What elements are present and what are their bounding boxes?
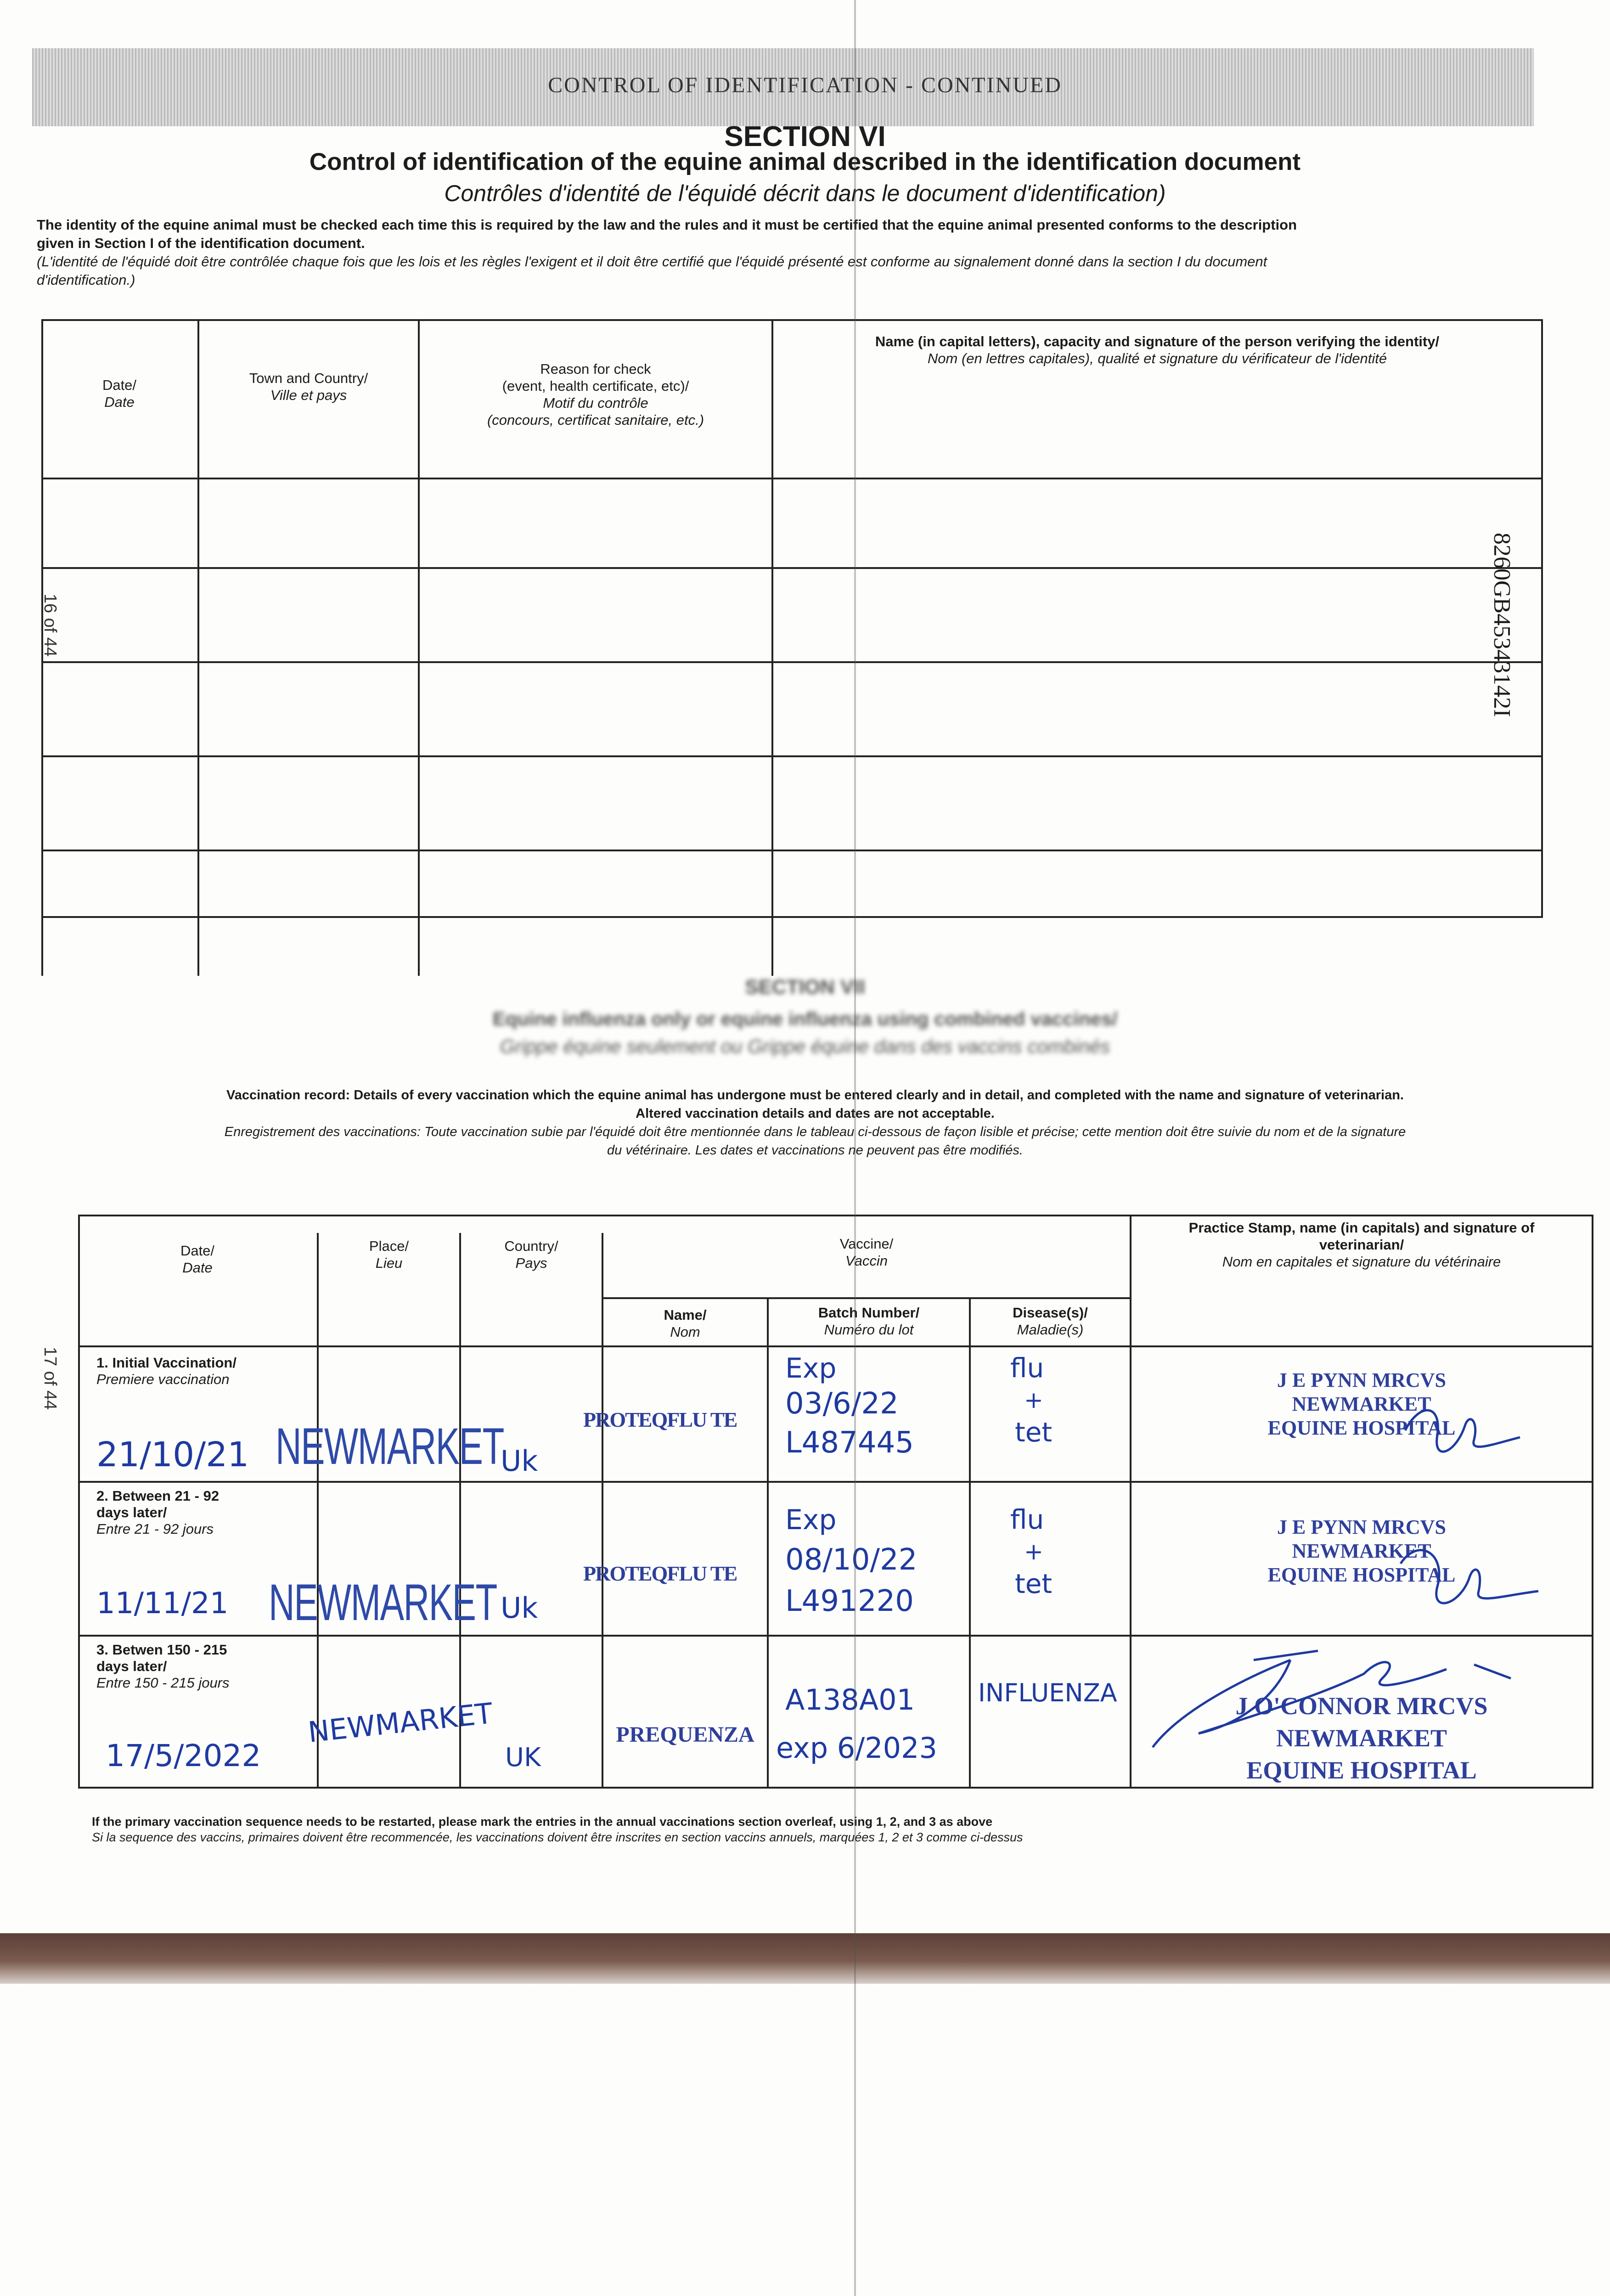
row2-batch-number: L491220 — [785, 1584, 914, 1618]
row1-batch-number: L487445 — [785, 1426, 914, 1460]
row3-batch-number: A138A01 — [785, 1683, 915, 1716]
row2-label: 2. Between 21 - 92 days later/ Entre 21 - 92 jours — [96, 1488, 220, 1537]
col-verifier: Name (in capital letters), capacity and signature of the person verifying the identity/ Nom (en lettres capitales), qualité et signature du vérificateur de l'identité — [875, 333, 1440, 366]
vcol-place: Place/ Lieu — [369, 1238, 409, 1271]
row2-vaccine-name: PROTEQFLU TE — [583, 1562, 737, 1585]
row1-date: 21/10/21 — [96, 1435, 249, 1474]
row1-disease-3: tet — [1015, 1417, 1053, 1448]
document-number: 8260GB45343142I — [1489, 533, 1515, 717]
row1-practice-stamp: J E PYNN MRCVS NEWMARKET EQUINE HOSPITAL — [1267, 1369, 1456, 1439]
row3-vaccine-name: PREQUENZA — [616, 1722, 754, 1747]
row1-disease-2: + — [1024, 1387, 1043, 1413]
banner-title: CONTROL OF IDENTIFICATION - CONTINUED — [548, 73, 1062, 97]
row3-signature — [1125, 1642, 1584, 1761]
vaccination-record-intro — [69, 1086, 1561, 1159]
row3-date: 17/5/2022 — [106, 1738, 261, 1773]
row1-batch-exp-label: Exp — [785, 1352, 837, 1384]
section-vi-title: SECTION VI — [724, 121, 886, 152]
row3-place: NEWMARKET — [306, 1696, 495, 1749]
row2-date: 11/11/21 — [96, 1587, 229, 1621]
row3-country: UK — [505, 1743, 541, 1773]
vcol-practice-stamp: Practice Stamp, name (in capitals) and signature of veterinarian/ Nom en capitales et signature du vétérinaire — [1188, 1220, 1535, 1270]
section-vii-title: SECTION VII — [745, 976, 865, 998]
row2-disease-1: flu — [1010, 1504, 1044, 1535]
restart-note — [92, 1814, 1378, 1845]
section-vi-heading-en: Control of identification of the equine animal described in the identification document — [309, 148, 1301, 175]
col-reason: Reason for check (event, health certificate, etc)/ Motif du contrôle (concours, certificat sanitaire, etc.) — [487, 361, 704, 428]
intro-en-1: The identity of the equine animal must be checked each time this is required by the law and the rules and it must be certified that the equine animal presented conforms to the description — [37, 217, 1297, 233]
row3-label: 3. Betwen 150 - 215 days later/ Entre 150 - 215 jours — [96, 1642, 230, 1691]
row3-disease: INFLUENZA — [978, 1678, 1117, 1707]
vcol-vaccine: Vaccine/ Vaccin — [839, 1236, 894, 1269]
identity-check-table — [41, 319, 1543, 976]
row2-batch-expiry: 08/10/22 — [785, 1543, 918, 1577]
vcol-vaccine-name: Name/ Nom — [664, 1307, 707, 1340]
intro-fr-2: d'identification.) — [37, 272, 135, 288]
intro-en-2: given in Section I of the identification document. — [37, 235, 365, 251]
section-vi-heading-fr: Contrôles d'identité de l'équidé décrit dans le document d'identification) — [444, 180, 1166, 206]
intro-fr-1: (L'identité de l'équidé doit être contrôlée chaque fois que les lois et les règles l'exigent et il doit être certifié que l'équidé présenté est conforme au signalement donné dans la section I du document — [37, 253, 1267, 270]
row2-disease-3: tet — [1015, 1568, 1053, 1599]
row3-practice-stamp: J O'CONNOR MRCVS NEWMARKET EQUINE HOSPITAL — [1235, 1692, 1488, 1784]
row2-batch-exp-label: Exp — [785, 1504, 837, 1536]
row1-vaccine-name: PROTEQFLU TE — [583, 1408, 737, 1431]
row2-practice-stamp: J E PYNN MRCVS NEWMARKET EQUINE HOSPITAL — [1267, 1516, 1456, 1586]
section-vi-intro — [37, 216, 1525, 289]
page-number-17: 17 of 44 — [40, 1346, 60, 1410]
vcol-disease: Disease(s)/ Maladie(s) — [1013, 1305, 1088, 1338]
row1-label: 1. Initial Vaccination/ Premiere vaccination — [96, 1355, 236, 1387]
record-en-1: Vaccination record: Details of every vaccination which the equine animal has undergone must be entered clearly and in detail, and completed with the name and signature of veterinarian. — [226, 1088, 1404, 1103]
row2-disease-2: + — [1024, 1538, 1043, 1565]
row1-disease-1: flu — [1010, 1352, 1044, 1384]
record-en-2: Altered vaccination details and dates are not acceptable. — [636, 1106, 995, 1121]
vcol-batch: Batch Number/ Numéro du lot — [818, 1305, 920, 1338]
row2-country: Uk — [501, 1591, 538, 1625]
page-edge-bar — [0, 1933, 1610, 1984]
col-town-country: Town and Country/ Ville et pays — [249, 370, 368, 403]
row1-country: Uk — [501, 1444, 538, 1478]
record-fr-2: du vétérinaire. Les dates et vaccinations ne peuvent pas être modifiés. — [607, 1143, 1023, 1158]
record-fr-1: Enregistrement des vaccinations: Toute vaccination subie par l'équidé doit être mentionnée dans le tableau ci-dessous de façon lisible et précise; cette mention doit être suivie du nom et de la signature — [224, 1125, 1406, 1139]
col-date: Date/ Date — [102, 377, 137, 410]
row3-batch-expiry: exp 6/2023 — [776, 1731, 937, 1765]
section-vii-heading-fr: Grippe équine seulement ou Grippe équine dans des vaccins combinés — [500, 1035, 1110, 1057]
vaccination-table — [78, 1215, 1593, 1789]
row2-signature — [1391, 1536, 1557, 1619]
fold-line — [854, 0, 856, 2296]
section-vii-heading-en: Equine influenza only or equine influenza using combined vaccines/ — [492, 1008, 1118, 1030]
vcol-date: Date/ Date — [180, 1243, 215, 1276]
restart-note-en: If the primary vaccination sequence needs to be restarted, please mark the entries in the annual vaccinations section overleaf, using 1, 2, and 3 as above — [92, 1815, 993, 1829]
restart-note-fr: Si la sequence des vaccins, primaires doivent être recommencée, les vaccinations doivent être inscrites en section vaccins annuels, marquées 1, 2 et 3 comme ci-dessus — [92, 1830, 1023, 1844]
row1-place: NEWMARKET — [276, 1418, 504, 1475]
row1-batch-expiry: 03/6/22 — [785, 1387, 899, 1421]
row2-place: NEWMARKET — [269, 1574, 497, 1631]
vcol-country: Country/ Pays — [504, 1238, 558, 1271]
row1-signature — [1401, 1394, 1548, 1467]
page-number-16: 16 of 44 — [40, 593, 60, 657]
